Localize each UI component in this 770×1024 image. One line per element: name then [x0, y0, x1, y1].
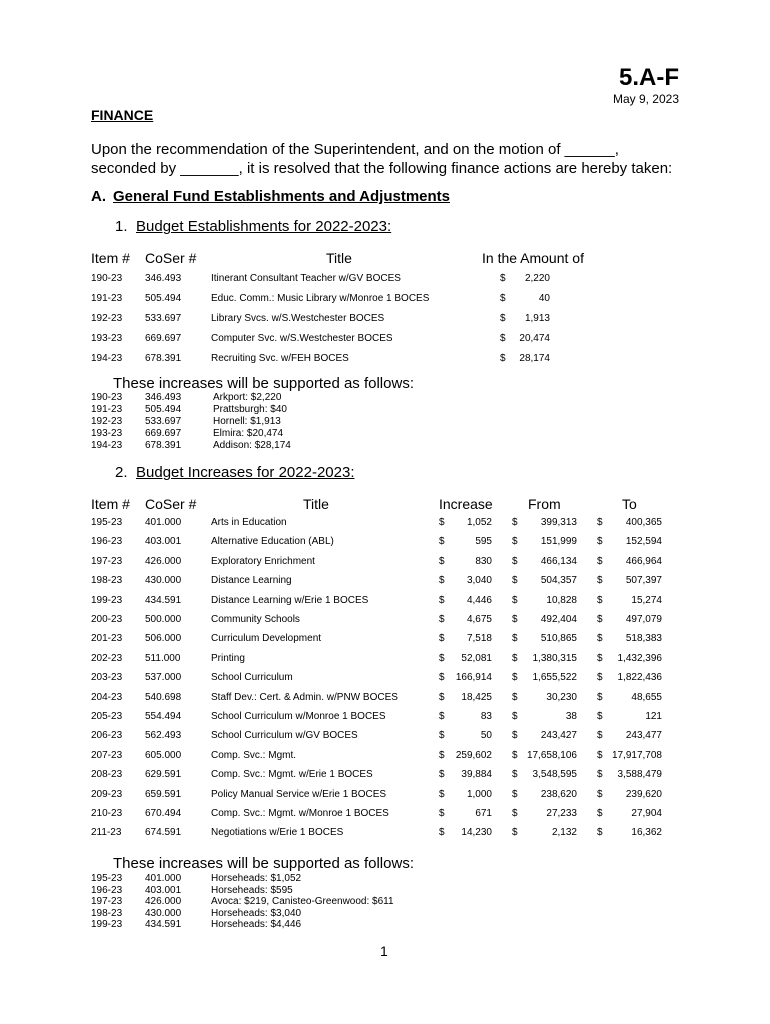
from-value: 1,655,522 [532, 672, 577, 684]
to-value: 239,620 [625, 788, 662, 800]
line-title: Recruiting Svc. w/FEH BOCES [211, 353, 349, 364]
increase-value: 4,675 [466, 614, 492, 625]
dollar-sign: $ [439, 769, 445, 781]
item-number: 200-23 [91, 614, 123, 625]
support-row [0, 885, 770, 897]
line-title: Distance Learning w/Erie 1 BOCES [211, 594, 369, 606]
line-title: Alternative Education (ABL) [211, 536, 334, 548]
table-row [0, 827, 770, 847]
intro-paragraph [91, 140, 691, 178]
amount-value: 40 [538, 293, 550, 304]
increase-value: 671 [475, 808, 492, 819]
from-value: 17,658,106 [526, 749, 577, 761]
table-row [0, 293, 770, 313]
coser-number: 533.697 [145, 313, 182, 324]
dollar-sign: $ [512, 555, 518, 567]
from-value: 38 [565, 711, 577, 722]
to-value: 518,383 [625, 633, 662, 645]
item-number: 196-23 [91, 536, 123, 548]
item-number: 204-23 [91, 691, 123, 703]
line-title: Comp. Svc.: Mgmt. w/Erie 1 BOCES [211, 769, 373, 781]
coser-number: 403.001 [145, 536, 182, 548]
from-value: 1,380,315 [532, 652, 577, 664]
to-value: 152,594 [625, 536, 662, 548]
dollar-sign: $ [512, 711, 518, 722]
item-number: 191-23 [91, 404, 123, 415]
table-row [0, 672, 770, 692]
establishments-title: Budget Establishments for 2022-2023: [136, 218, 392, 235]
increases-heading [115, 464, 354, 481]
dollar-sign: $ [597, 536, 603, 548]
dollar-sign: $ [512, 652, 518, 664]
line-title: Policy Manual Service w/Erie 1 BOCES [211, 788, 387, 800]
to-value: 243,477 [625, 730, 662, 742]
to-value: 3,588,479 [617, 769, 662, 781]
dollar-sign: $ [512, 691, 518, 703]
line-title: Computer Svc. w/S.Westchester BOCES [211, 333, 393, 344]
from-value: 510,865 [540, 633, 577, 645]
to-value: 15,274 [631, 594, 662, 606]
item-number: 190-23 [91, 273, 123, 284]
table-row [0, 575, 770, 595]
line-title: Printing [211, 652, 245, 664]
dollar-sign: $ [439, 633, 445, 645]
dollar-sign: $ [512, 788, 518, 800]
table-row [0, 711, 770, 731]
coser-number: 629.591 [145, 769, 182, 781]
increase-value: 18,425 [461, 691, 492, 703]
increases-title: Budget Increases for 2022-2023: [136, 464, 355, 481]
dollar-sign: $ [500, 333, 506, 344]
coser-number: 659.591 [145, 788, 182, 800]
col-header-item: Item # [91, 496, 130, 512]
from-value: 10,828 [546, 594, 577, 606]
amount-value: 2,220 [524, 273, 550, 284]
support-source: Horseheads: $3,040 [211, 907, 302, 919]
increase-value: 259,602 [455, 749, 492, 761]
item-number: 193-23 [91, 428, 123, 439]
dollar-sign: $ [512, 575, 518, 587]
to-value: 466,964 [625, 555, 662, 567]
table-row [0, 273, 770, 293]
increases-table [0, 496, 770, 851]
item-number: 198-23 [91, 907, 123, 919]
dollar-sign: $ [512, 633, 518, 645]
table-row [0, 556, 770, 576]
coser-number: 670.494 [145, 808, 182, 819]
to-value: 1,432,396 [617, 652, 662, 664]
dollar-sign: $ [597, 652, 603, 664]
col-header-coser: CoSer # [145, 250, 197, 266]
dollar-sign: $ [439, 517, 445, 528]
coser-number: 434.591 [145, 594, 182, 606]
coser-number: 346.493 [145, 392, 182, 403]
coser-number: 533.697 [145, 416, 182, 427]
coser-number: 674.591 [145, 827, 182, 839]
increase-value: 50 [480, 730, 492, 742]
to-value: 48,655 [631, 691, 662, 703]
from-value: 2,132 [551, 827, 577, 839]
table-row [0, 653, 770, 673]
coser-number: 562.493 [145, 730, 182, 742]
dollar-sign: $ [512, 730, 518, 742]
from-value: 466,134 [540, 555, 577, 567]
support-row [0, 428, 770, 440]
item-number: 197-23 [91, 555, 123, 567]
item-number: 201-23 [91, 633, 123, 645]
establishments-heading [115, 218, 391, 235]
coser-number: 669.697 [145, 333, 182, 344]
establishments-table [0, 250, 770, 370]
item-number: 202-23 [91, 652, 123, 664]
support-source: Avoca: $219, Canisteo-Greenwood: $611 [211, 896, 394, 907]
coser-number: 511.000 [145, 652, 181, 664]
table-row [0, 614, 770, 634]
dollar-sign: $ [500, 273, 506, 284]
increase-value: 595 [475, 536, 492, 548]
line-title: Educ. Comm.: Music Library w/Monroe 1 BOCES [211, 293, 430, 304]
support-source: Hornell: $1,913 [213, 416, 281, 427]
item-number: 197-23 [91, 896, 123, 907]
item-number: 199-23 [91, 594, 123, 606]
dollar-sign: $ [512, 517, 518, 528]
amount-value: 1,913 [524, 313, 550, 324]
item-number: 191-23 [91, 293, 123, 304]
item-number: 208-23 [91, 769, 123, 781]
dollar-sign: $ [439, 691, 445, 703]
increase-value: 4,446 [466, 594, 492, 606]
to-value: 400,365 [625, 517, 662, 528]
dollar-sign: $ [512, 594, 518, 606]
increase-value: 1,052 [466, 517, 492, 528]
from-value: 238,620 [540, 788, 577, 800]
coser-number: 505.494 [145, 404, 182, 415]
coser-number: 346.493 [145, 273, 182, 284]
coser-number: 537.000 [145, 672, 182, 684]
coser-number: 500.000 [145, 614, 182, 625]
to-value: 497,079 [625, 614, 662, 625]
item-number: 193-23 [91, 333, 123, 344]
from-value: 151,999 [540, 536, 577, 548]
page-number: 1 [380, 943, 388, 959]
intro-line-2: seconded by _______, it is resolved that the following finance actions are hereby taken: [91, 160, 673, 177]
col-header-coser: CoSer # [145, 496, 197, 512]
support-row [0, 908, 770, 920]
coser-number: 678.391 [145, 440, 182, 451]
item-number: 207-23 [91, 749, 123, 761]
from-value: 492,404 [540, 614, 577, 625]
coser-number: 401.000 [145, 873, 182, 884]
support-source: Horseheads: $595 [211, 884, 293, 896]
to-value: 121 [645, 711, 662, 722]
item-number: 211-23 [91, 827, 122, 839]
item-number: 198-23 [91, 575, 123, 587]
table-row [0, 789, 770, 809]
item-number: 196-23 [91, 884, 123, 896]
to-value: 1,822,436 [617, 672, 662, 684]
item-number: 206-23 [91, 730, 123, 742]
line-title: Arts in Education [211, 517, 287, 528]
intro-line-1: Upon the recommendation of the Superintendent, and on the motion of ______, [91, 141, 619, 158]
item-number: 199-23 [91, 919, 123, 930]
line-title: Exploratory Enrichment [211, 555, 315, 567]
dollar-sign: $ [439, 672, 445, 684]
to-value: 507,397 [625, 575, 662, 587]
table-row [0, 536, 770, 556]
dollar-sign: $ [512, 827, 518, 839]
table-row [0, 692, 770, 712]
increases-number: 2. [115, 464, 128, 481]
line-title: Comp. Svc.: Mgmt. [211, 749, 297, 761]
line-title: Library Svcs. w/S.Westchester BOCES [211, 313, 385, 324]
from-value: 27,233 [546, 808, 577, 819]
dollar-sign: $ [512, 769, 518, 781]
establishments-number: 1. [115, 218, 128, 235]
support-row [0, 416, 770, 428]
dollar-sign: $ [500, 293, 506, 304]
table-row [0, 517, 770, 537]
support-source: Elmira: $20,474 [213, 428, 284, 439]
increase-value: 39,884 [461, 769, 492, 781]
line-title: Curriculum Development [211, 633, 322, 645]
dollar-sign: $ [439, 808, 445, 819]
dollar-sign: $ [597, 633, 603, 645]
establishments-support-list [0, 392, 770, 454]
finance-heading: FINANCE [91, 107, 154, 123]
dollar-sign: $ [512, 672, 518, 684]
table-row [0, 769, 770, 789]
coser-number: 505.494 [145, 293, 182, 304]
dollar-sign: $ [597, 575, 603, 587]
section-a-heading [91, 188, 450, 205]
line-title: Distance Learning [211, 575, 292, 587]
table-row [0, 333, 770, 353]
establishments-support-heading: These increases will be supported as follows: [113, 375, 414, 392]
increase-value: 14,230 [461, 827, 492, 839]
from-value: 399,313 [540, 517, 577, 528]
coser-number: 401.000 [145, 517, 182, 528]
dollar-sign: $ [439, 555, 445, 567]
to-value: 27,904 [631, 808, 662, 819]
coser-number: 540.698 [145, 691, 182, 703]
dollar-sign: $ [597, 711, 603, 722]
section-a-label: A. [91, 188, 106, 205]
increase-value: 830 [475, 555, 492, 567]
col-header-amount: In the Amount of [482, 250, 584, 266]
support-source: Arkport: $2,220 [213, 392, 282, 403]
dollar-sign: $ [500, 313, 506, 324]
amount-value: 20,474 [519, 333, 550, 344]
coser-number: 430.000 [145, 575, 182, 587]
item-number: 192-23 [91, 416, 123, 427]
section-a-title: General Fund Establishments and Adjustments [113, 188, 451, 205]
table-row [0, 353, 770, 373]
dollar-sign: $ [597, 827, 603, 839]
to-value: 16,362 [631, 827, 662, 839]
dollar-sign: $ [439, 652, 445, 664]
col-header-from: From [528, 496, 561, 512]
item-number: 195-23 [91, 873, 123, 884]
increases-support-list [0, 873, 770, 935]
col-header-increase: Increase [439, 496, 493, 512]
dollar-sign: $ [439, 788, 445, 800]
document-date: May 9, 2023 [612, 92, 679, 106]
table-row [0, 313, 770, 333]
dollar-sign: $ [439, 594, 445, 606]
increase-value: 3,040 [466, 575, 492, 587]
dollar-sign: $ [439, 536, 445, 548]
item-number: 209-23 [91, 788, 123, 800]
increase-value: 166,914 [455, 672, 492, 684]
dollar-sign: $ [512, 536, 518, 548]
item-number: 194-23 [91, 440, 123, 451]
item-number: 195-23 [91, 517, 123, 528]
dollar-sign: $ [597, 788, 603, 800]
increase-value: 7,518 [466, 633, 492, 645]
coser-number: 506.000 [145, 633, 182, 645]
support-row [0, 392, 770, 404]
support-source: Addison: $28,174 [213, 440, 291, 451]
dollar-sign: $ [512, 808, 518, 819]
item-number: 194-23 [91, 353, 123, 364]
support-row [0, 440, 770, 452]
item-number: 190-23 [91, 392, 123, 403]
line-title: School Curriculum w/Monroe 1 BOCES [211, 711, 386, 722]
col-header-to: To [622, 496, 637, 512]
table-row [0, 633, 770, 653]
dollar-sign: $ [597, 749, 603, 761]
line-title: School Curriculum [211, 672, 293, 684]
line-title: Comp. Svc.: Mgmt. w/Monroe 1 BOCES [211, 808, 389, 819]
col-header-item: Item # [91, 250, 130, 266]
support-source: Horseheads: $4,446 [211, 919, 302, 930]
from-value: 504,357 [540, 575, 577, 587]
dollar-sign: $ [500, 353, 506, 364]
item-number: 203-23 [91, 672, 123, 684]
dollar-sign: $ [512, 749, 518, 761]
coser-number: 430.000 [145, 907, 182, 919]
dollar-sign: $ [439, 749, 445, 761]
dollar-sign: $ [597, 808, 603, 819]
dollar-sign: $ [597, 555, 603, 567]
dollar-sign: $ [597, 594, 603, 606]
from-value: 30,230 [546, 691, 577, 703]
item-number: 210-23 [91, 808, 123, 819]
col-header-title: Title [303, 496, 329, 512]
coser-number: 605.000 [145, 749, 182, 761]
dollar-sign: $ [439, 730, 445, 742]
dollar-sign: $ [597, 691, 603, 703]
support-row [0, 404, 770, 416]
dollar-sign: $ [439, 614, 445, 625]
coser-number: 426.000 [145, 555, 182, 567]
from-value: 243,427 [540, 730, 577, 742]
line-title: Itinerant Consultant Teacher w/GV BOCES [211, 273, 401, 284]
dollar-sign: $ [597, 769, 603, 781]
coser-number: 434.591 [145, 919, 182, 930]
coser-number: 669.697 [145, 428, 182, 439]
table-row [0, 808, 770, 828]
coser-number: 678.391 [145, 353, 182, 364]
document-number: 5.A-F [619, 64, 679, 91]
support-row [0, 896, 770, 908]
dollar-sign: $ [512, 614, 518, 625]
item-number: 192-23 [91, 313, 123, 324]
support-row [0, 919, 770, 931]
dollar-sign: $ [439, 575, 445, 587]
line-title: Community Schools [211, 614, 300, 625]
col-header-title: Title [326, 250, 352, 266]
increases-support-heading: These increases will be supported as follows: [113, 855, 414, 872]
dollar-sign: $ [597, 614, 603, 625]
line-title: School Curriculum w/GV BOCES [211, 730, 358, 742]
coser-number: 426.000 [145, 896, 182, 907]
table-row [0, 595, 770, 615]
support-row [0, 873, 770, 885]
increase-value: 83 [480, 711, 492, 722]
from-value: 3,548,595 [532, 769, 577, 781]
coser-number: 403.001 [145, 884, 182, 896]
table-row [0, 730, 770, 750]
support-source: Prattsburgh: $40 [213, 404, 287, 415]
to-value: 17,917,708 [611, 749, 662, 761]
line-title: Negotiations w/Erie 1 BOCES [211, 827, 344, 839]
increase-value: 1,000 [466, 788, 492, 800]
dollar-sign: $ [597, 517, 603, 528]
amount-value: 28,174 [519, 353, 550, 364]
item-number: 205-23 [91, 711, 123, 722]
line-title: Staff Dev.: Cert. & Admin. w/PNW BOCES [211, 691, 398, 703]
dollar-sign: $ [439, 827, 445, 839]
table-row [0, 750, 770, 770]
dollar-sign: $ [597, 672, 603, 684]
dollar-sign: $ [439, 711, 445, 722]
dollar-sign: $ [597, 730, 603, 742]
support-source: Horseheads: $1,052 [211, 873, 302, 884]
increase-value: 52,081 [461, 652, 492, 664]
coser-number: 554.494 [145, 711, 182, 722]
